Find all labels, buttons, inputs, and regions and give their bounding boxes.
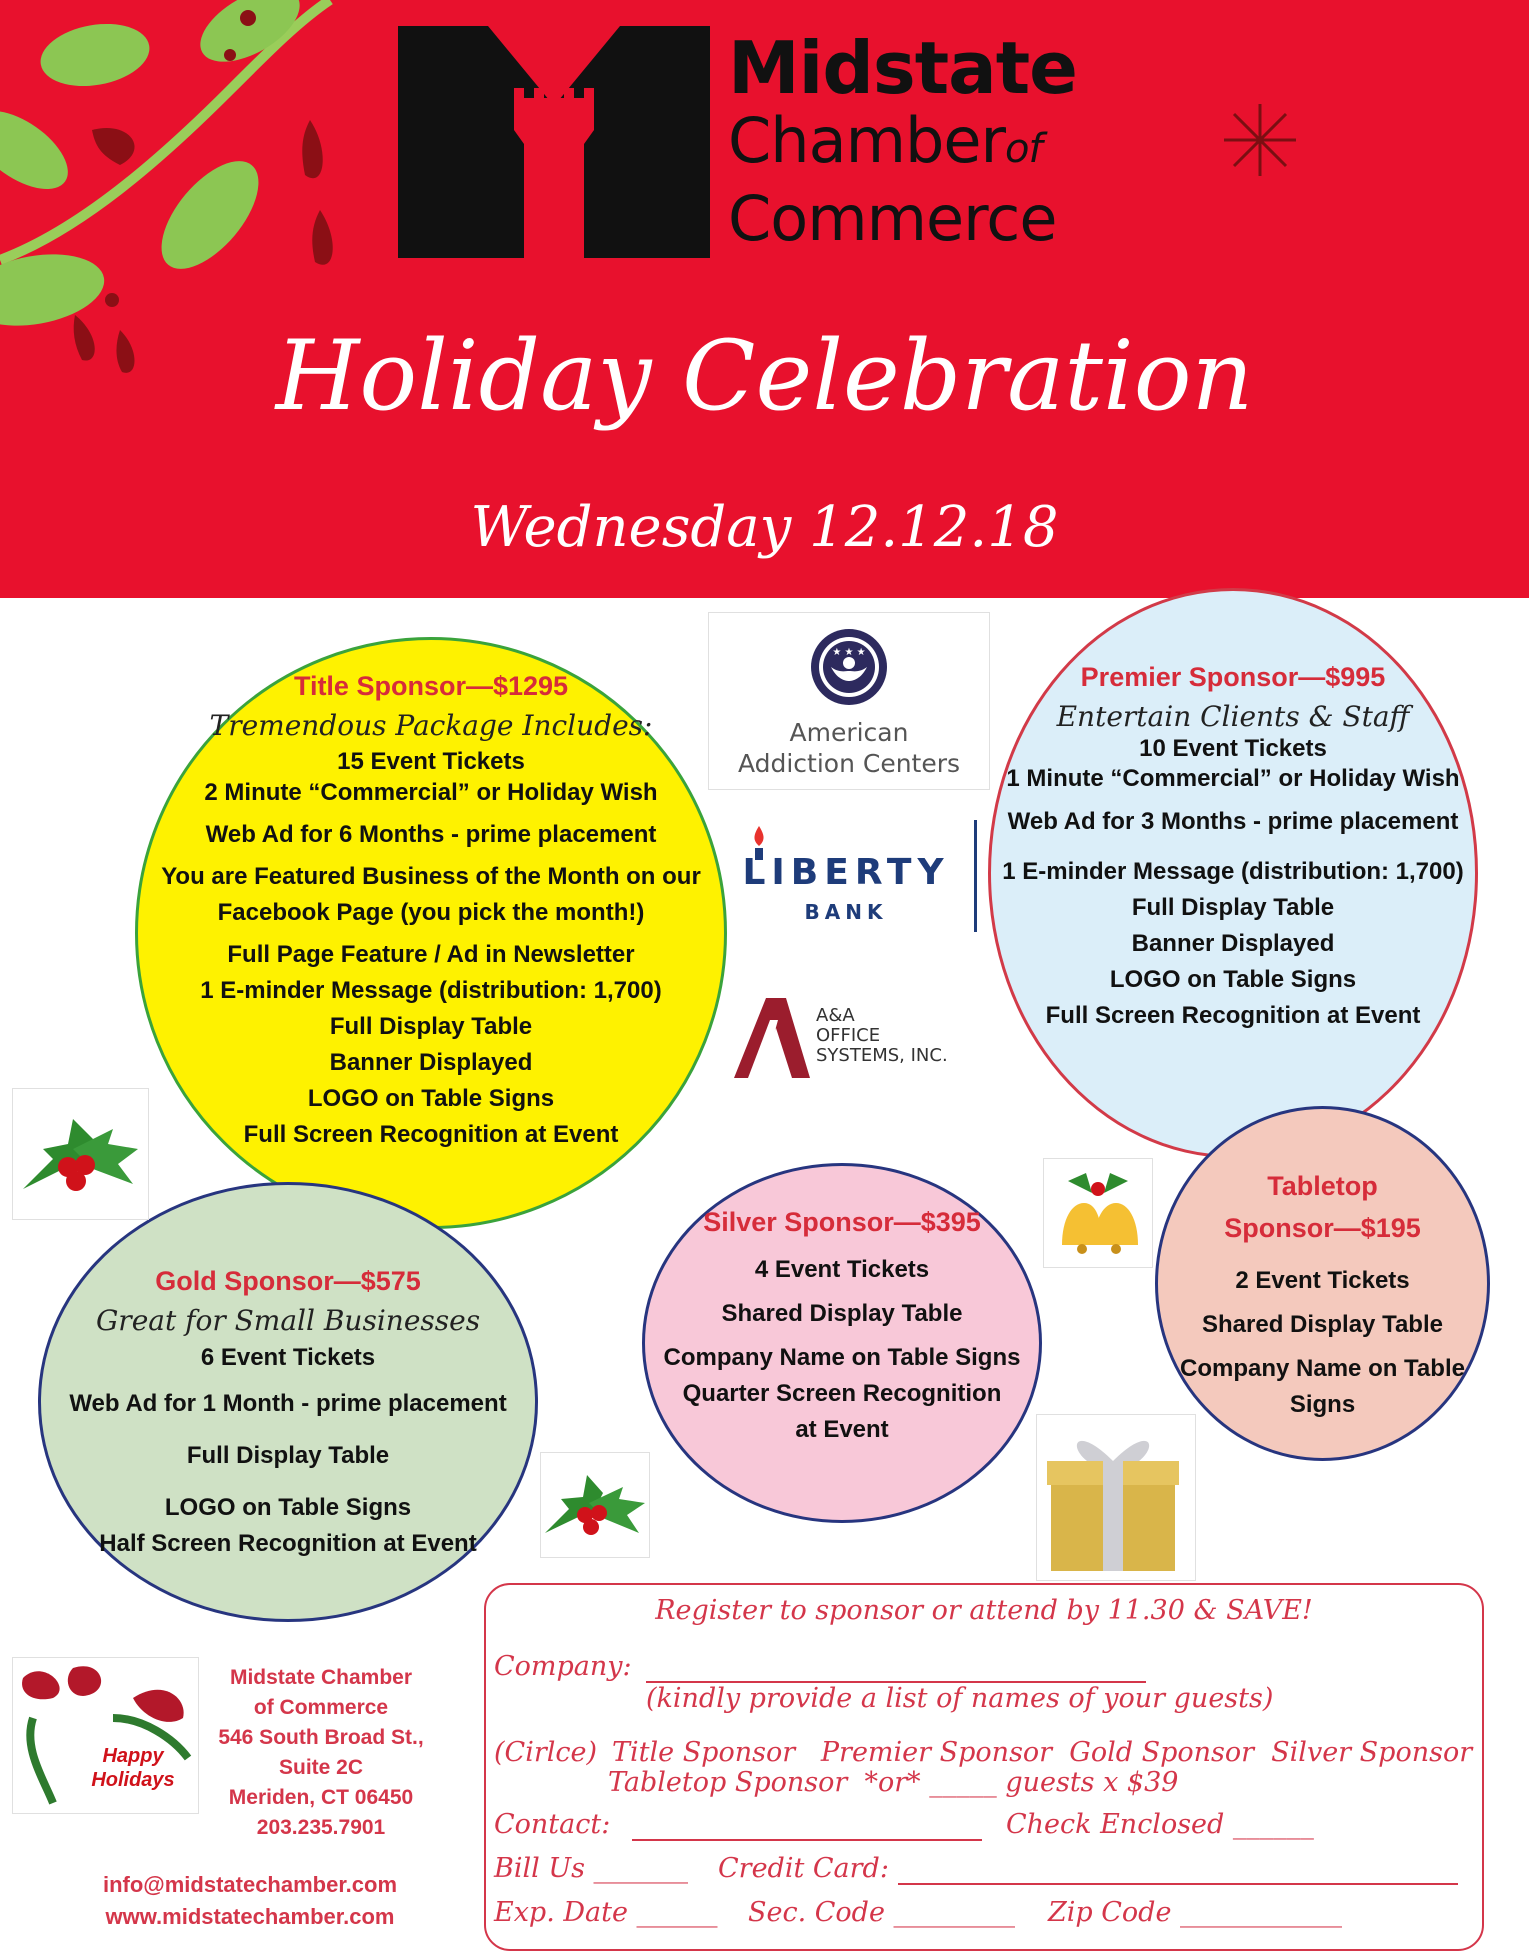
- tabletop-sponsor-heading-line2: Sponsor—$195: [1224, 1213, 1421, 1243]
- check-enclosed-field[interactable]: Check Enclosed ______: [1006, 1809, 1314, 1840]
- aa-company-name: A&A OFFICE SYSTEMS, INC.: [816, 1005, 948, 1066]
- happy-holidays-card: [12, 1657, 199, 1814]
- benefit-item: 1 Minute “Commercial” or Holiday Wish: [1006, 765, 1460, 793]
- zip-code-field[interactable]: Zip Code ____________: [1048, 1897, 1343, 1928]
- website-link[interactable]: www.midstatechamber.com: [105, 1904, 395, 1929]
- benefit-item: 1 E-minder Message (distribution: 1,700): [1002, 858, 1464, 886]
- silver-sponsor-circle: [642, 1163, 1042, 1523]
- title-sponsor-circle: [135, 637, 727, 1229]
- gold-sponsor-tagline: Great for Small Businesses: [95, 1304, 481, 1338]
- benefit-item: 15 Event Tickets: [337, 748, 525, 776]
- premier-sponsor-circle: [988, 588, 1478, 1158]
- sponsor-options-line2[interactable]: Tabletop Sponsor *or* _____ guests x $39: [608, 1767, 1179, 1798]
- header-banner: [0, 0, 1529, 598]
- gift-icon: [1037, 1415, 1195, 1580]
- benefit-item: LOGO on Table Signs: [307, 1085, 555, 1113]
- company-note: (kindly provide a list of names of your guests): [646, 1683, 1274, 1714]
- aac-name: American Addiction Centers: [737, 718, 961, 778]
- registration-form: [484, 1583, 1484, 1951]
- circle-label: (Cirlce): [494, 1737, 598, 1768]
- brand-name-line2: Chamberof: [728, 104, 1042, 177]
- brand-name-line1: Midstate: [728, 26, 1077, 110]
- liberty-bank-logo: [728, 812, 978, 932]
- holly-decoration-middle: [540, 1452, 650, 1558]
- benefit-item: 4 Event Tickets: [754, 1256, 930, 1284]
- benefit-item: Full Display Table: [1131, 894, 1335, 922]
- company-label: Company:: [494, 1651, 632, 1682]
- benefit-item: Quarter Screen Recognition: [682, 1380, 1002, 1408]
- sponsor-options-line1[interactable]: Title Sponsor Premier Sponsor Gold Sponsor Silver Sponsor: [612, 1737, 1473, 1768]
- benefit-item: Half Screen Recognition at Event: [99, 1530, 477, 1558]
- benefit-item: Banner Displayed: [1131, 930, 1335, 958]
- benefit-item: Shared Display Table: [721, 1300, 963, 1328]
- happy-holidays-text: Happy Holidays: [91, 1745, 175, 1791]
- premier-sponsor-heading: Premier Sponsor—$995: [1080, 662, 1386, 692]
- benefit-item: 10 Event Tickets: [1139, 735, 1327, 763]
- title-sponsor-heading: Title Sponsor—$1295: [293, 671, 569, 701]
- bill-us-field[interactable]: Bill Us _______: [494, 1853, 689, 1884]
- benefit-item: at Event: [795, 1416, 889, 1444]
- aac-emblem-icon: [809, 627, 889, 707]
- bells-decoration: [1043, 1158, 1153, 1268]
- liberty-divider: [974, 820, 977, 932]
- benefit-item: Signs: [1289, 1391, 1356, 1418]
- gold-sponsor-circle: [38, 1182, 538, 1622]
- benefit-item: 1 E-minder Message (distribution: 1,700): [200, 977, 662, 1005]
- snowflake-star-icon: [1222, 102, 1298, 178]
- premier-sponsor-tagline: Entertain Clients & Staff: [1056, 700, 1410, 734]
- chamber-logo-mark: [398, 26, 710, 258]
- benefit-item: LOGO on Table Signs: [164, 1494, 412, 1522]
- chamber-address: Midstate Chamber of Commerce 546 South Broad St., Suite 2C Meriden, CT 06450 203.235.7901: [218, 1666, 424, 1839]
- benefit-item: 6 Event Tickets: [200, 1344, 376, 1372]
- liberty-name: LIBERTY: [742, 852, 950, 893]
- registration-header: Register to sponsor or attend by 11.30 & SAVE!: [655, 1595, 1313, 1626]
- benefit-item: Full Display Table: [186, 1442, 390, 1470]
- holly-decoration-left: [12, 1088, 149, 1220]
- event-date: Wednesday 12.12.18: [470, 495, 1059, 560]
- credit-card-field[interactable]: [898, 1883, 1458, 1885]
- brand-name-line3: Commerce: [728, 182, 1057, 255]
- benefit-item: Banner Displayed: [329, 1049, 533, 1077]
- benefit-item: Company Name on Table: [1180, 1355, 1465, 1382]
- tabletop-sponsor-heading-line1: Tabletop: [1267, 1171, 1378, 1201]
- benefit-item: Web Ad for 3 Months - prime placement: [1007, 808, 1459, 836]
- benefit-item: LOGO on Table Signs: [1109, 966, 1357, 994]
- benefit-item: Shared Display Table: [1202, 1311, 1443, 1338]
- benefit-item: Web Ad for 1 Month - prime placement: [69, 1390, 507, 1418]
- event-title: Holiday Celebration: [275, 320, 1254, 432]
- benefit-item: Full Screen Recognition at Event: [243, 1121, 619, 1149]
- liberty-subname: BANK: [804, 900, 888, 924]
- gift-box-decoration: [1036, 1414, 1196, 1581]
- american-addiction-centers-logo: [708, 612, 990, 790]
- aa-logo-mark: [734, 998, 810, 1078]
- silver-sponsor-heading: Silver Sponsor—$395: [703, 1207, 981, 1237]
- bells-icon: [1044, 1159, 1152, 1267]
- sec-code-field[interactable]: Sec. Code _________: [748, 1897, 1016, 1928]
- benefit-item: You are Featured Business of the Month on our: [161, 863, 701, 891]
- email-link[interactable]: info@midstatechamber.com: [102, 1872, 398, 1897]
- benefit-item: Full Screen Recognition at Event: [1045, 1002, 1421, 1030]
- benefit-item: Full Display Table: [329, 1013, 533, 1041]
- contact-label: Contact:: [494, 1809, 611, 1840]
- credit-card-label: Credit Card:: [718, 1853, 889, 1884]
- benefit-item: Facebook Page (you pick the month!): [217, 899, 645, 927]
- holly-icon: [13, 1089, 148, 1219]
- svg-text:★ ★ ★: ★ ★ ★: [832, 647, 866, 658]
- gold-sponsor-heading: Gold Sponsor—$575: [155, 1266, 421, 1296]
- benefit-item: 2 Event Tickets: [1235, 1267, 1410, 1294]
- benefit-item: Web Ad for 6 Months - prime placement: [205, 821, 657, 849]
- tabletop-sponsor-circle: [1155, 1106, 1490, 1461]
- exp-date-field[interactable]: Exp. Date ______: [494, 1897, 718, 1928]
- contact-field[interactable]: [632, 1839, 982, 1841]
- benefit-item: 2 Minute “Commercial” or Holiday Wish: [204, 779, 658, 807]
- aa-office-systems-logo: [734, 998, 994, 1080]
- benefit-item: Company Name on Table Signs: [663, 1344, 1021, 1372]
- benefit-item: Full Page Feature / Ad in Newsletter: [227, 941, 635, 969]
- title-sponsor-tagline: Tremendous Package Includes:: [209, 709, 653, 743]
- holly-icon: [541, 1453, 649, 1557]
